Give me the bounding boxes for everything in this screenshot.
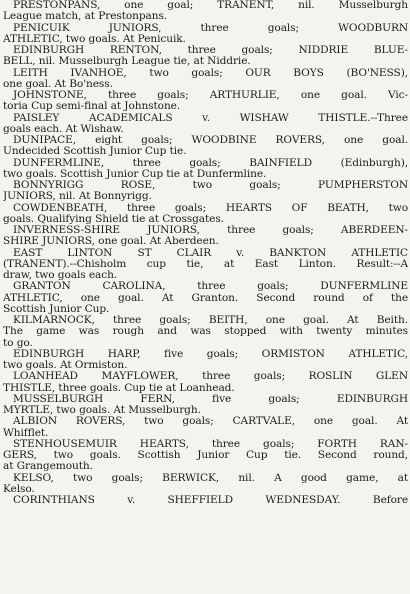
text-line: KILMARNOCK, three goals; BEITH, one goal. At Beith. — [13, 315, 408, 326]
text-line: BONNYRIGG ROSE, two goals; PUMPHERSTON — [13, 180, 408, 191]
text-line: JUNIORS, nil. At Bonnyrigg. — [3, 191, 152, 203]
text-line: BELL, nil. Musselburgh League tie, at Niddrie. — [3, 56, 251, 68]
text-line: at Grangemouth. — [3, 461, 93, 473]
text-line: GERS, two goals. Scottish Junior Cup tie. Second round, — [3, 450, 408, 461]
text-line: Whifflet. — [3, 427, 49, 439]
text-line: ATHLETIC, two goals. At Penicuik. — [3, 33, 186, 45]
text-line: Kelso. — [3, 483, 35, 495]
text-line: PRESTONPANS, one goal; TRANENT, nil. Musselburgh — [13, 0, 408, 11]
text-line: LOANHEAD MAYFLOWER, three goals; ROSLIN GLEN — [13, 371, 408, 383]
text-line: one goal. At Bo'ness. — [3, 78, 113, 90]
text-line: goals. Qualifying Shield tie at Crossgates. — [3, 213, 224, 225]
text-line: draw, two goals each. — [3, 270, 118, 281]
text-line: PAISLEY ACADEMICALS v. WISHAW THISTLE.--Three — [13, 112, 408, 124]
text-line: LEITH IVANHOE, two goals; OUR BOYS (BO'NESS), — [13, 67, 408, 79]
text-line: ATHLETIC, one goal. At Granton. Second round of the — [3, 292, 408, 304]
text-line: COWDENBEATH, three goals; HEARTS OF BEATH, two — [13, 202, 408, 214]
text-line: (TRANENT).--Chisholm cup tie, at East Linton. Result:--A — [3, 258, 408, 270]
text-line: KELSO, two goals; BERWICK, nil. A good game, at — [13, 472, 408, 484]
text-line: MUSSELBURGH FERN, five goals; EDINBURGH — [13, 393, 408, 405]
text-line: two goals. Scottish Junior Cup tie at Dunfermline. — [3, 168, 267, 180]
text-line: DUNFERMLINE, three goals; BAINFIELD (Edinburgh), — [13, 157, 408, 169]
text-line: ALBION ROVERS, two goals; CARTVALE, one goal. At — [13, 416, 408, 428]
text-line: to go. — [3, 337, 33, 349]
text-line: STENHOUSEMUIR HEARTS, three goals; FORTH RAN- — [13, 438, 408, 450]
text-line: DUNIPACE, eight goals; WOODBINE ROVERS, one goal. — [13, 135, 408, 146]
text-line: EDINBURGH HARP, five goals; ORMISTON ATHLETIC, — [13, 348, 408, 360]
text-line: EAST LINTON ST CLAIR v. BANKTON ATHLETIC — [13, 247, 408, 259]
text-line: goals each. At Wishaw. — [3, 123, 124, 135]
text-line: EDINBURGH RENTON, three goals; NIDDRIE BLUE- — [13, 45, 408, 56]
text-line: SHIRE JUNIORS, one goal. At Aberdeen. — [3, 236, 219, 248]
text-line: toria Cup semi-final at Johnstone. — [3, 101, 181, 113]
text-line: GRANTON CAROLINA, three goals; DUNFERMLINE — [13, 281, 408, 293]
text-line: PENICUIK JUNIORS, three goals; WOODBURN — [13, 22, 408, 34]
text-line: Undecided Scottish Junior Cup tie. — [3, 146, 187, 158]
text-line: CORINTHIANS v. SHEFFIELD WEDNESDAY. Before — [13, 495, 408, 506]
text-line: two goals. At Ormiston. — [3, 360, 128, 371]
text-line: League match, at Prestonpans. — [3, 11, 168, 23]
text-line: Scottish Junior Cup. — [3, 303, 110, 315]
text-line: INVERNESS-SHIRE JUNIORS, three goals; ABERDEEN- — [13, 225, 408, 236]
text-line: JOHNSTONE, three goals; ARTHURLIE, one goal. Vic- — [13, 90, 408, 101]
text-line: The game was rough and was stopped with twenty minutes — [3, 326, 408, 338]
text-line: THISTLE, three goals. Cup tie at Loanhead. — [3, 382, 235, 394]
text-line: MYRTLE, two goals. At Musselburgh. — [3, 405, 201, 416]
